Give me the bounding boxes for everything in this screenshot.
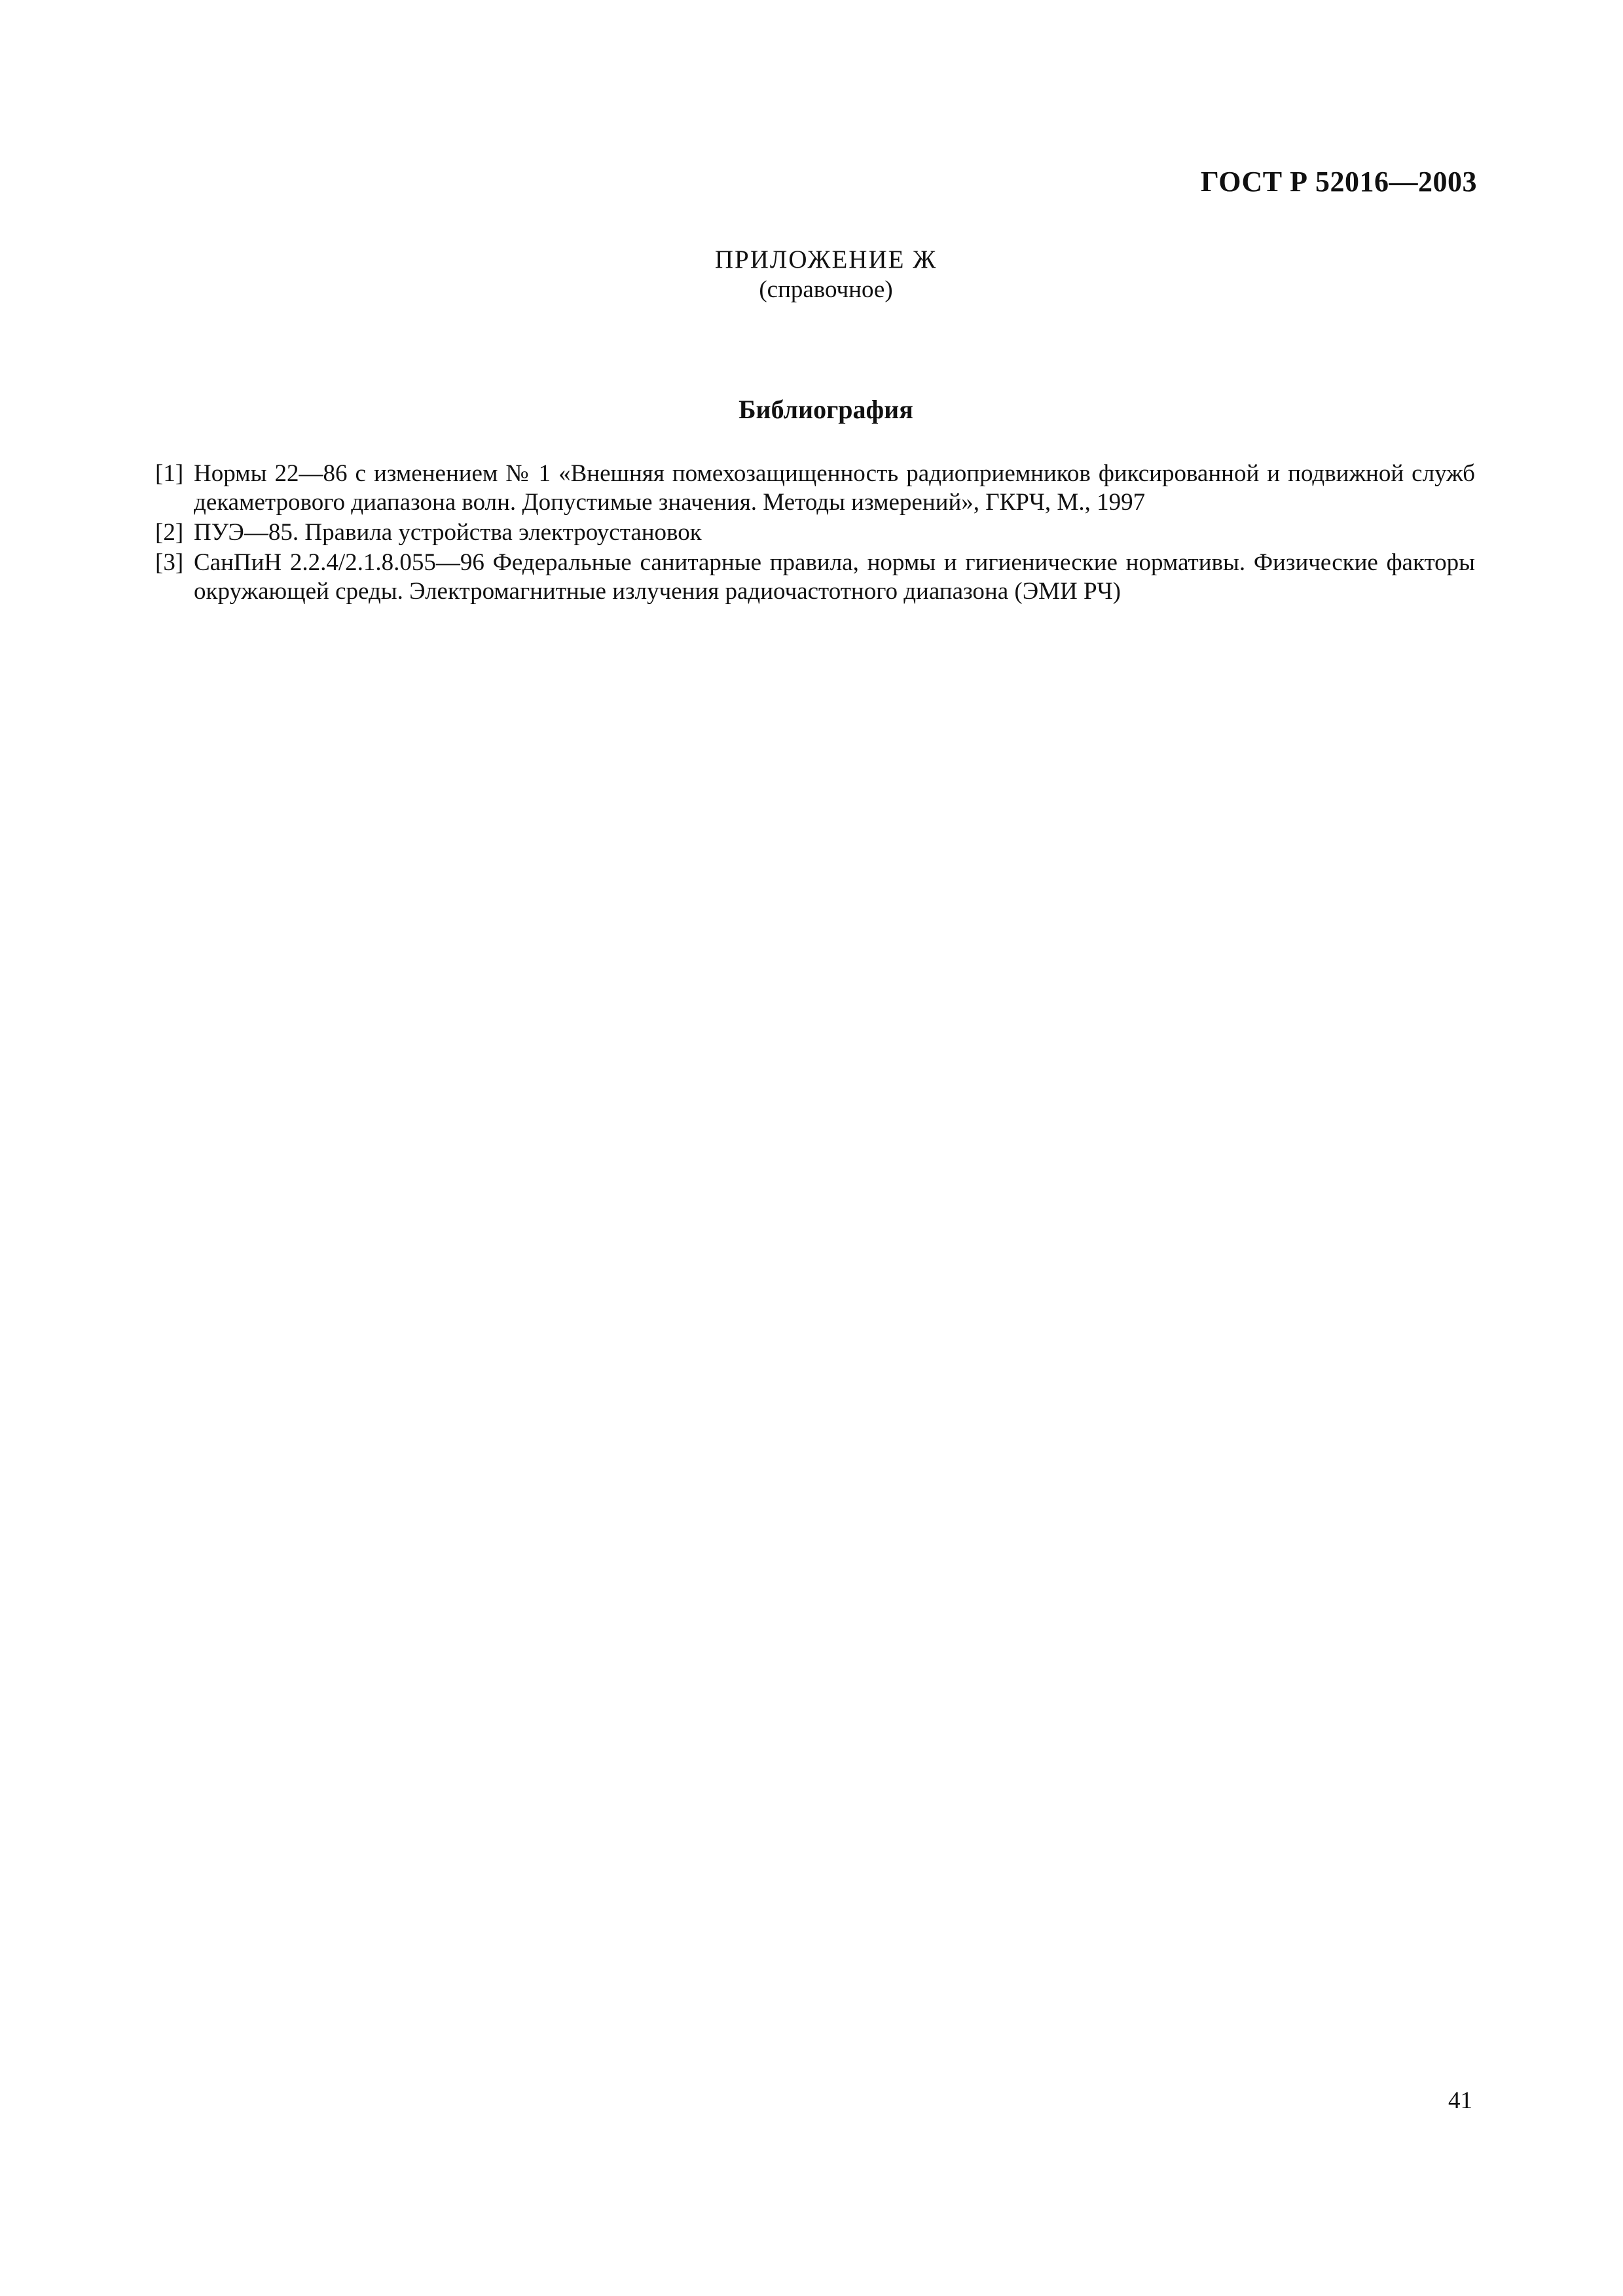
section-title: Библиография [739, 395, 913, 424]
bibliography-item [155, 518, 1475, 547]
bibliography-list [155, 459, 1475, 607]
page-number: 41 [1448, 2087, 1472, 2114]
bibliography-item-number: [3] [155, 549, 184, 576]
bibliography-item-text: ПУЭ—85. Правила устройства электроустановок [194, 519, 702, 546]
appendix-subtitle: (справочное) [759, 276, 893, 303]
appendix-title: ПРИЛОЖЕНИЕ Ж [714, 245, 938, 274]
bibliography-item-text: СанПиН 2.2.4/2.1.8.055—96 Федеральные санитарные правила, нормы и гигиенические нормативы. Физические факторы окружающей среды. Электромагнитные излучения радиочастотного диапазона (ЭМИ РЧ) [194, 549, 1475, 605]
document-code: ГОСТ Р 52016—2003 [1200, 166, 1477, 198]
bibliography-item [155, 548, 1475, 606]
appendix-heading [14, 243, 1623, 304]
bibliography-item-text: Нормы 22—86 с изменением № 1 «Внешняя помехозащищенность радиоприемников фиксированной и подвижной служб декаметрового диапазона волн. Допустимые значения. Методы измерений», ГКРЧ, М., 1997 [194, 460, 1475, 516]
bibliography-item-number: [1] [155, 460, 184, 487]
bibliography-item [155, 459, 1475, 517]
bibliography-item-number: [2] [155, 519, 184, 546]
